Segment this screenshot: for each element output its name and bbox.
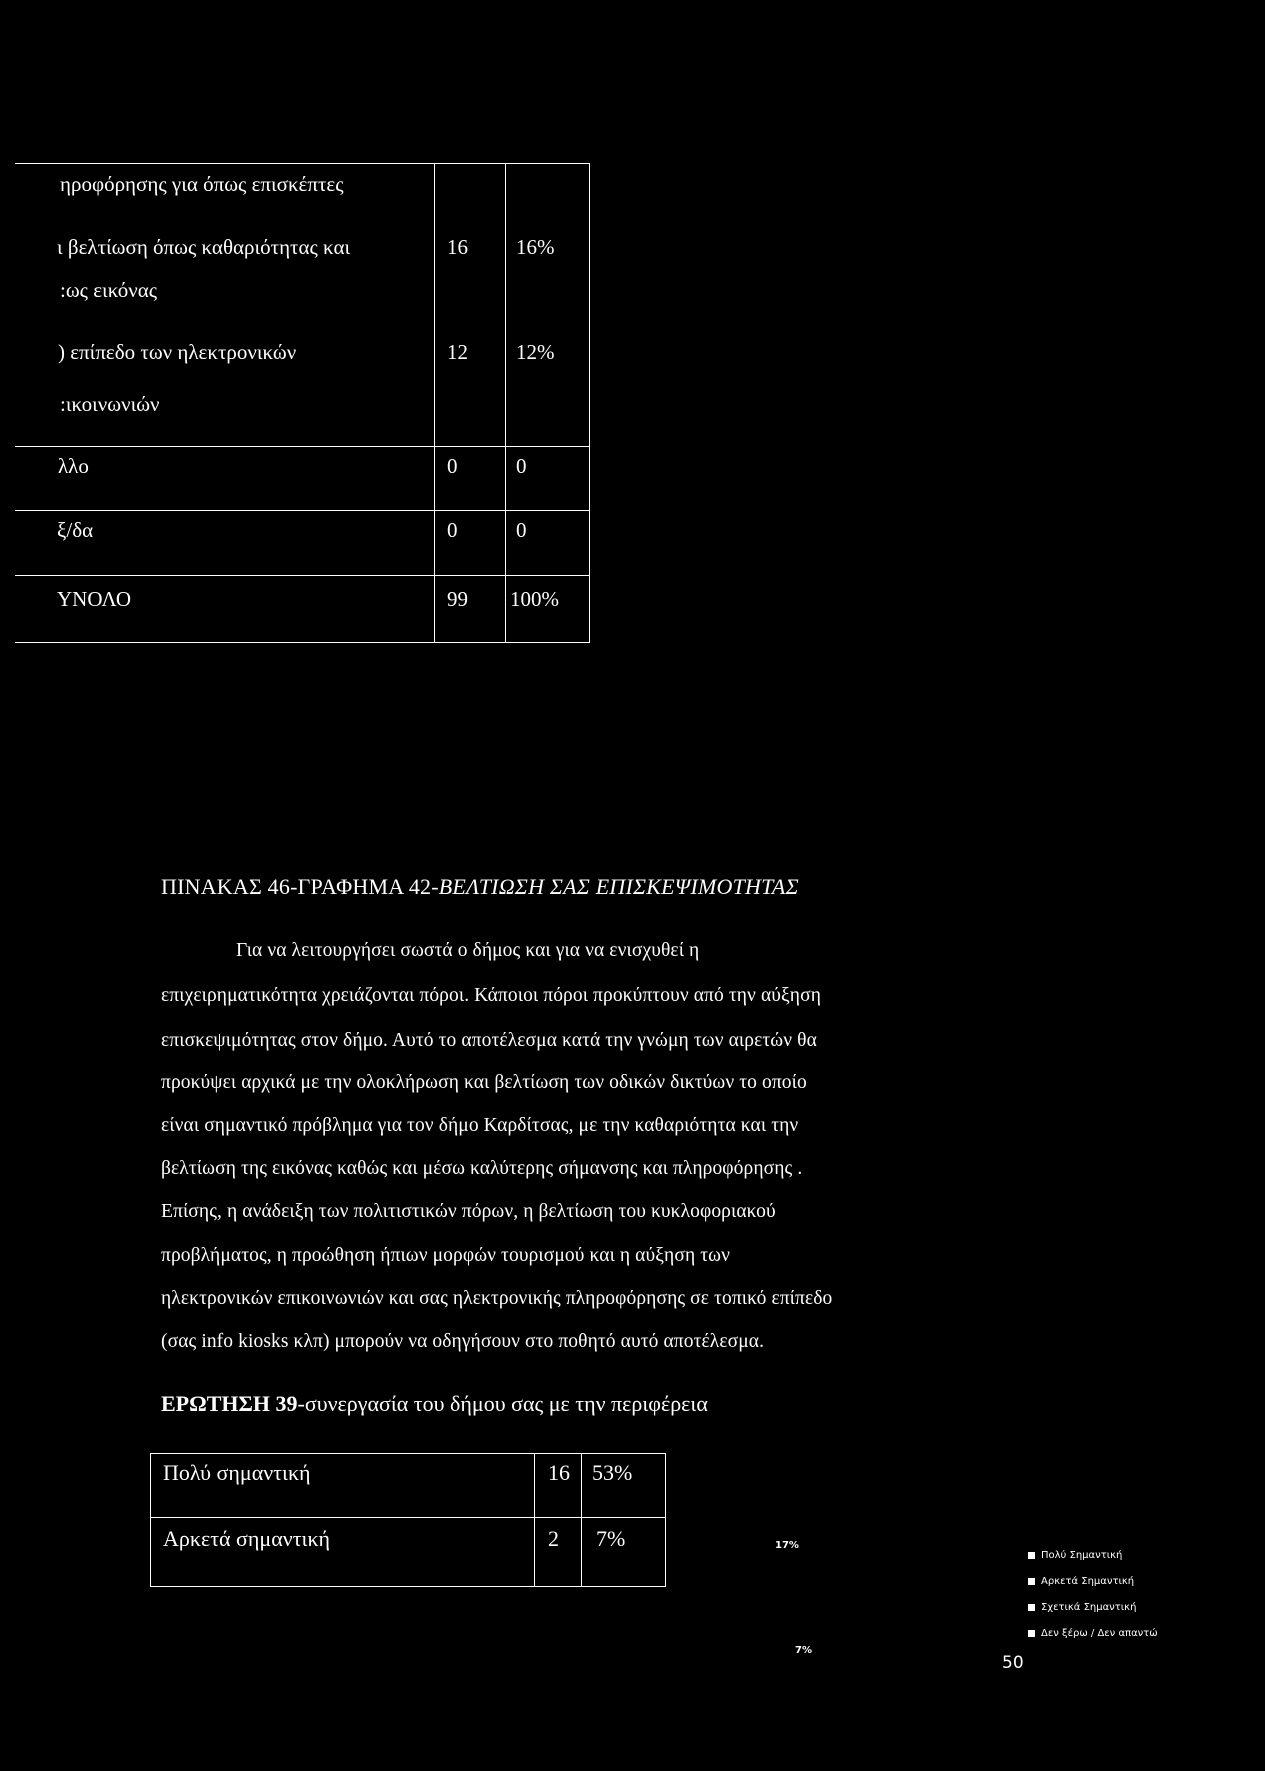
answer-label: Πολύ σημαντική <box>163 1460 311 1485</box>
table-row-count: 12 <box>447 340 468 364</box>
table-row-count: 0 <box>447 518 458 542</box>
question-text: -συνεργασία του δήμου σας με την περιφέρεια <box>297 1391 708 1416</box>
table-row-percent: 0 <box>516 518 527 542</box>
table-row-label: ι βελτίωση όπως καθαριότητας και <box>57 235 351 259</box>
table-row-label: ξ/δα <box>57 518 94 542</box>
table-border <box>581 1453 582 1586</box>
paragraph-line: ηλεκτρονικών επικοινωνιών και σας ηλεκτρονικής πληροφόρησης σε τοπικό επίπεδο <box>161 1288 833 1309</box>
legend-swatch <box>1028 1604 1035 1611</box>
table-row-label: ) επίπεδο των ηλεκτρονικών <box>58 340 297 364</box>
legend-label: Πολύ Σημαντική <box>1041 1550 1123 1561</box>
paragraph-line: προκύψει αρχικά με την ολοκλήρωση και βελτίωση των οδικών δικτύων το οποίο <box>161 1072 807 1093</box>
legend-swatch <box>1028 1552 1035 1559</box>
legend-swatch <box>1028 1578 1035 1585</box>
table-border <box>15 163 590 164</box>
legend-item <box>1028 1576 1134 1587</box>
answer-label: Αρκετά σημαντική <box>163 1526 331 1551</box>
table-row-percent: 12% <box>516 340 555 364</box>
pie-slice-label: 17% <box>775 1540 799 1551</box>
table-border <box>15 575 590 576</box>
question-number: ΕΡΩΤΗΣΗ 39 <box>161 1391 298 1416</box>
paragraph-line: Επίσης, η ανάδειξη των πολιτιστικών πόρων, η βελτίωση του κυκλοφοριακού <box>161 1201 776 1222</box>
table-row-count: 16 <box>447 235 468 259</box>
paragraph-line: επιχειρηματικότητα χρειάζονται πόροι. Κάποιοι πόροι προκύπτουν από την αύξηση <box>161 985 822 1006</box>
legend-swatch <box>1028 1630 1035 1637</box>
question-title <box>161 1391 708 1417</box>
heading-prefix: ΠΙΝΑΚΑΣ 46-ΓΡΑΦΗΜΑ 42- <box>161 874 439 899</box>
table-border <box>505 163 506 643</box>
legend-item <box>1028 1602 1136 1613</box>
answer-percent: 53% <box>592 1460 633 1485</box>
section-heading <box>161 874 799 900</box>
table-border <box>665 1453 666 1586</box>
paragraph-line: επισκεψιμότητας στον δήμο. Αυτό το αποτέλεσμα κατά την γνώμη των αιρετών θα <box>161 1030 817 1051</box>
table-row-count: 0 <box>447 454 458 478</box>
table-border <box>15 642 590 643</box>
table-row-label: λλο <box>58 454 89 478</box>
table-row-label: ΥΝΟΛΟ <box>57 587 132 611</box>
table-border <box>15 510 590 511</box>
table-row-count: 99 <box>447 587 468 611</box>
paragraph-line: Για να λειτουργήσει σωστά ο δήμος και για να ενισχυθεί η <box>236 940 700 961</box>
legend-item <box>1028 1550 1122 1561</box>
table-row-percent: 100% <box>510 587 559 611</box>
table-border <box>589 163 590 643</box>
answer-count: 2 <box>548 1526 559 1551</box>
table-border <box>15 446 590 447</box>
legend-label: Αρκετά Σημαντική <box>1041 1576 1135 1587</box>
table-border <box>150 1517 666 1518</box>
answer-count: 16 <box>548 1460 570 1485</box>
table-border <box>434 163 435 643</box>
paragraph-line: (σας info kiosks κλπ) μπορούν να οδηγήσουν στο ποθητό αυτό αποτέλεσμα. <box>161 1331 765 1352</box>
page-number: 50 <box>1002 1653 1024 1673</box>
table-row-percent: 0 <box>516 454 527 478</box>
table-row-label: ηροφόρησης για όπως επισκέπτες <box>60 172 344 196</box>
heading-italic: ΒΕΛΤΙΩΣΗ ΣΑΣ ΕΠΙΣΚΕΨΙΜΟΤΗΤΑΣ <box>438 874 799 899</box>
table-border <box>534 1453 535 1586</box>
table-border <box>150 1453 151 1586</box>
pie-slice-label: 7% <box>795 1645 812 1656</box>
paragraph-line: προβλήματος, η προώθηση ήπιων μορφών τουρισμού και η αύξηση των <box>161 1245 731 1266</box>
table-row-label: :ικοινωνιών <box>60 392 160 416</box>
table-row-percent: 16% <box>516 235 555 259</box>
table-border <box>150 1453 666 1454</box>
paragraph-line: βελτίωση της εικόνας καθώς και μέσω καλύτερης σήμανσης και πληροφόρησης . <box>161 1158 803 1179</box>
table-border <box>150 1586 666 1587</box>
answer-percent: 7% <box>596 1526 626 1551</box>
legend-item <box>1028 1628 1158 1639</box>
paragraph-line: είναι σημαντικό πρόβλημα για τον δήμο Καρδίτσας, με την καθαριότητα και την <box>161 1115 799 1136</box>
legend-label: Σχετικά Σημαντική <box>1041 1602 1137 1613</box>
legend-label: Δεν ξέρω / Δεν απαντώ <box>1041 1628 1158 1639</box>
table-row-label: :ως εικόνας <box>60 278 158 302</box>
